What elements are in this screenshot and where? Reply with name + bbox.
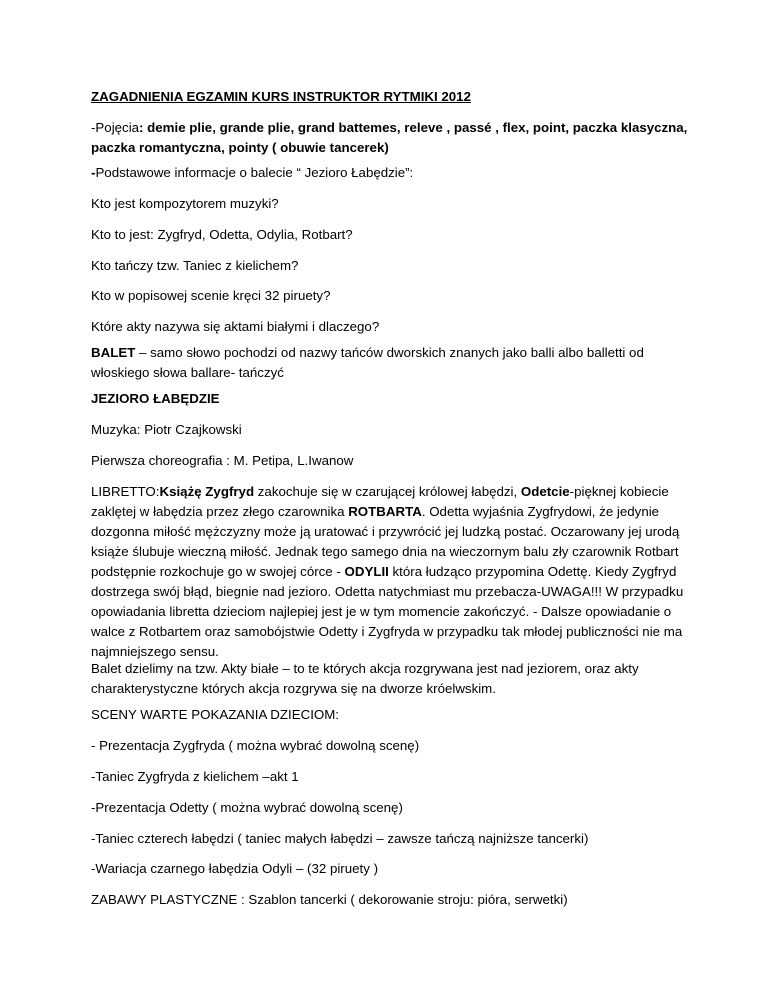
libretto-text: dozgonna miłość mężczyzny może ją uratować i przywrócić jej ludzką postać. Oczarowany jej urodą — [91, 524, 680, 539]
question-2: Kto to jest: Zygfryd, Odetta, Odylia, Rotbart? — [91, 227, 353, 242]
libretto-text: książe ślubuje wieczną miłość. Jednak tego samego dnia na wieczornym balu zły czarownik Rotbart — [91, 544, 679, 559]
muzyka-line: Muzyka: Piotr Czajkowski — [91, 422, 242, 437]
pojecia-terms-line2: paczka romantyczna, pointy ( obuwie tancerek) — [91, 140, 389, 155]
question-5: Które akty nazywa się aktami białymi i dlaczego? — [91, 319, 380, 334]
scene-item: -Taniec czterech łabędzi ( taniec małych łabędzi – zawsze tańczą najniższe tancerki) — [91, 831, 589, 846]
pojecia-terms-line1: : demie plie, grande plie, grand battemes, releve , passé , flex, point, paczka klasyczna, — [139, 120, 688, 135]
libretto-paragraph — [91, 482, 701, 662]
scene-item: -Wariacja czarnego łabędzia Odyli – (32 piruety ) — [91, 861, 378, 876]
jezioro-heading-text: JEZIORO ŁABĘDZIE — [91, 391, 220, 406]
scene-item: -Prezentacja Odetty ( można wybrać dowolną scenę) — [91, 800, 403, 815]
question-1: Kto jest kompozytorem muzyki? — [91, 196, 279, 211]
jezioro-heading — [91, 389, 701, 409]
akty-line-2: charakterystyczne których akcja rozgrywa się na dworze króelwskim. — [91, 681, 496, 696]
zabawy-line: ZABAWY PLASTYCZNE : Szablon tancerki ( dekorowanie stroju: pióra, serwetki) — [91, 892, 568, 907]
libretto-text: opowiadania libretta dzieciom najlepiej jest je w tym momencie zakończyć. - Dalsze opowiadanie o — [91, 604, 672, 619]
libretto-zygfryd: Książę Zygfryd — [159, 484, 255, 499]
libretto-text: która łudząco przypomina Odettę. Kiedy Zygfryd — [388, 564, 677, 579]
libretto-rotbart: ROTBARTA — [348, 504, 422, 519]
balet-definition-line2: włoskiego słowa ballare- tańczyć — [91, 365, 284, 380]
libretto-text: -pięknej kobiecie — [569, 484, 669, 499]
libretto-label: LIBRETTO: — [91, 484, 160, 499]
libretto-text: zaklętej w łabędzia przez złego czarownika — [91, 504, 349, 519]
akty-paragraph — [91, 659, 701, 699]
basic-info-text: Podstawowe informacje o balecie “ Jezioro Łabędzie”: — [95, 165, 414, 180]
balet-paragraph — [91, 343, 701, 383]
scene-item: -Taniec Zygfryda z kielichem –akt 1 — [91, 769, 299, 784]
document-title: ZAGADNIENIA EGZAMIN KURS INSTRUKTOR RYTMIKI 2012 — [91, 89, 471, 104]
question-3: Kto tańczy tzw. Taniec z kielichem? — [91, 258, 299, 273]
sceny-heading: SCENY WARTE POKAZANIA DZIECIOM: — [91, 707, 340, 722]
libretto-text: najmniejszego sensu. — [91, 644, 219, 659]
scene-item: - Prezentacja Zygfryda ( można wybrać dowolną scenę) — [91, 738, 420, 753]
libretto-odetta: Odetcie — [520, 484, 570, 499]
libretto-text: . Odetta wyjaśnia Zygfrydowi, że jedynie — [421, 504, 660, 519]
libretto-text: dostrzega swój błąd, biegnie nad jezioro. Odetta natychmiast mu przebacza-UWAGA!!! W przypadku — [91, 584, 684, 599]
pojecia-label: -Pojęcia — [91, 120, 140, 135]
libretto-text: walce z Rotbartem oraz samobójstwie Odetty i Zygfryda w przypadku tak młodej publiczności nie ma — [91, 624, 683, 639]
akty-line-1: Balet dzielimy na tzw. Akty białe – to te których akcja rozgrywana jest nad jeziorem, oraz akty — [91, 661, 639, 676]
basic-info-dash: - — [91, 165, 96, 180]
balet-definition-line1: – samo słowo pochodzi od nazwy tańców dworskich znanych jako balli albo balletti od — [135, 345, 644, 360]
libretto-odylia: ODYLII — [344, 564, 389, 579]
balet-term: BALET — [91, 345, 136, 360]
question-4: Kto w popisowej scenie kręci 32 piruety? — [91, 288, 331, 303]
choreografia-line: Pierwsza choreografia : M. Petipa, L.Iwanow — [91, 453, 354, 468]
libretto-text: podstępnie rozkochuje go w swojej córce - — [91, 564, 345, 579]
pojecia-paragraph — [91, 118, 701, 158]
libretto-text: zakochuje się w czarującej królowej łabędzi, — [254, 484, 521, 499]
basic-info-line — [91, 163, 701, 183]
